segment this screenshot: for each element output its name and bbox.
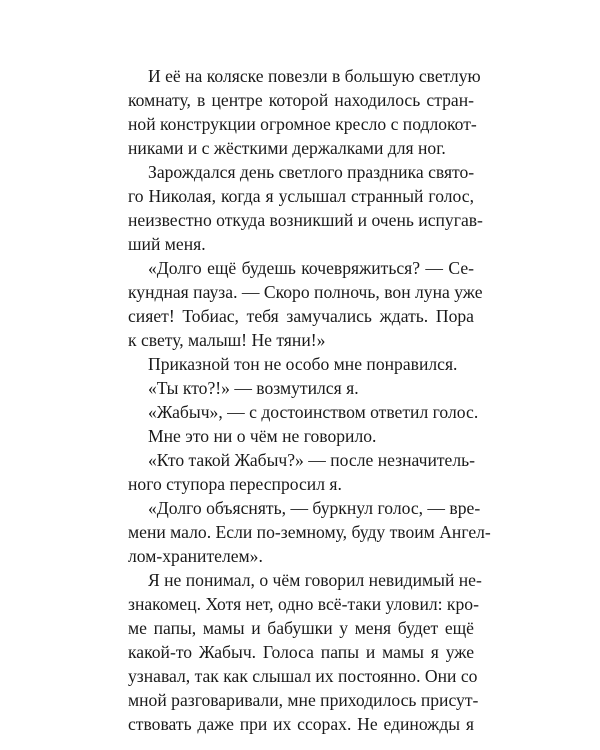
- text-line: «Долго объяснять, — буркнул голос, — вре-: [148, 498, 481, 518]
- text-line: мени мало. Если по-земному, буду твоим Ангел-: [128, 522, 491, 542]
- text-line: «Жабыч», — с достоинством ответил голос.: [148, 402, 479, 422]
- text-line: ной конструкции огромное кресло с подлокот-: [128, 114, 477, 134]
- text-line: ного ступора переспросил я.: [128, 474, 342, 494]
- text-line: к свету, малыш! Не тяни!»: [128, 330, 326, 350]
- text-line: знакомец. Хотя нет, одно всё-таки уловил: кро-: [128, 594, 479, 614]
- text-line: Мне это ни о чём не говорило.: [148, 426, 377, 446]
- text-line: ме папы, мамы и бабушки у меня будет ещё: [128, 618, 474, 638]
- text-line: Я не понимал, о чём говорил невидимый не-: [148, 570, 482, 590]
- text-line: Приказной тон не особо мне понравился.: [148, 354, 458, 374]
- text-line: комнату, в центре которой находилось стран-: [128, 90, 474, 110]
- text-line: «Ты кто?!» — возмутился я.: [148, 378, 359, 398]
- text-line: никами и с жёсткими держалками для ног.: [128, 138, 446, 158]
- text-line: кундная пауза. — Скоро полночь, вон луна уже: [128, 282, 483, 302]
- text-line: какой-то Жабыч. Голоса папы и мамы я уже: [128, 642, 474, 662]
- text-line: ший меня.: [128, 234, 206, 254]
- text-line: И её на коляске повезли в большую светлую: [148, 66, 481, 86]
- text-line: узнавал, так как слышал их постоянно. Они со: [128, 666, 478, 686]
- text-line: «Кто такой Жабыч?» — после незначитель-: [148, 450, 476, 470]
- text-line: «Долго ещё будешь кочевряжиться? — Се-: [148, 258, 474, 278]
- text-line: сияет! Тобиас, тебя замучались ждать. Пора: [128, 306, 474, 326]
- text-line: го Николая, когда я услышал странный голос,: [128, 186, 474, 206]
- text-line: лом-хранителем».: [128, 546, 263, 566]
- text-line: неизвестно откуда возникший и очень испугав-: [128, 210, 483, 230]
- text-line: ствовать даже при их ссорах. Не единожды я: [128, 714, 474, 734]
- text-line: Зарождался день светлого праздника свято-: [148, 162, 475, 182]
- text-line: мной разговаривали, мне приходилось присут-: [128, 690, 479, 710]
